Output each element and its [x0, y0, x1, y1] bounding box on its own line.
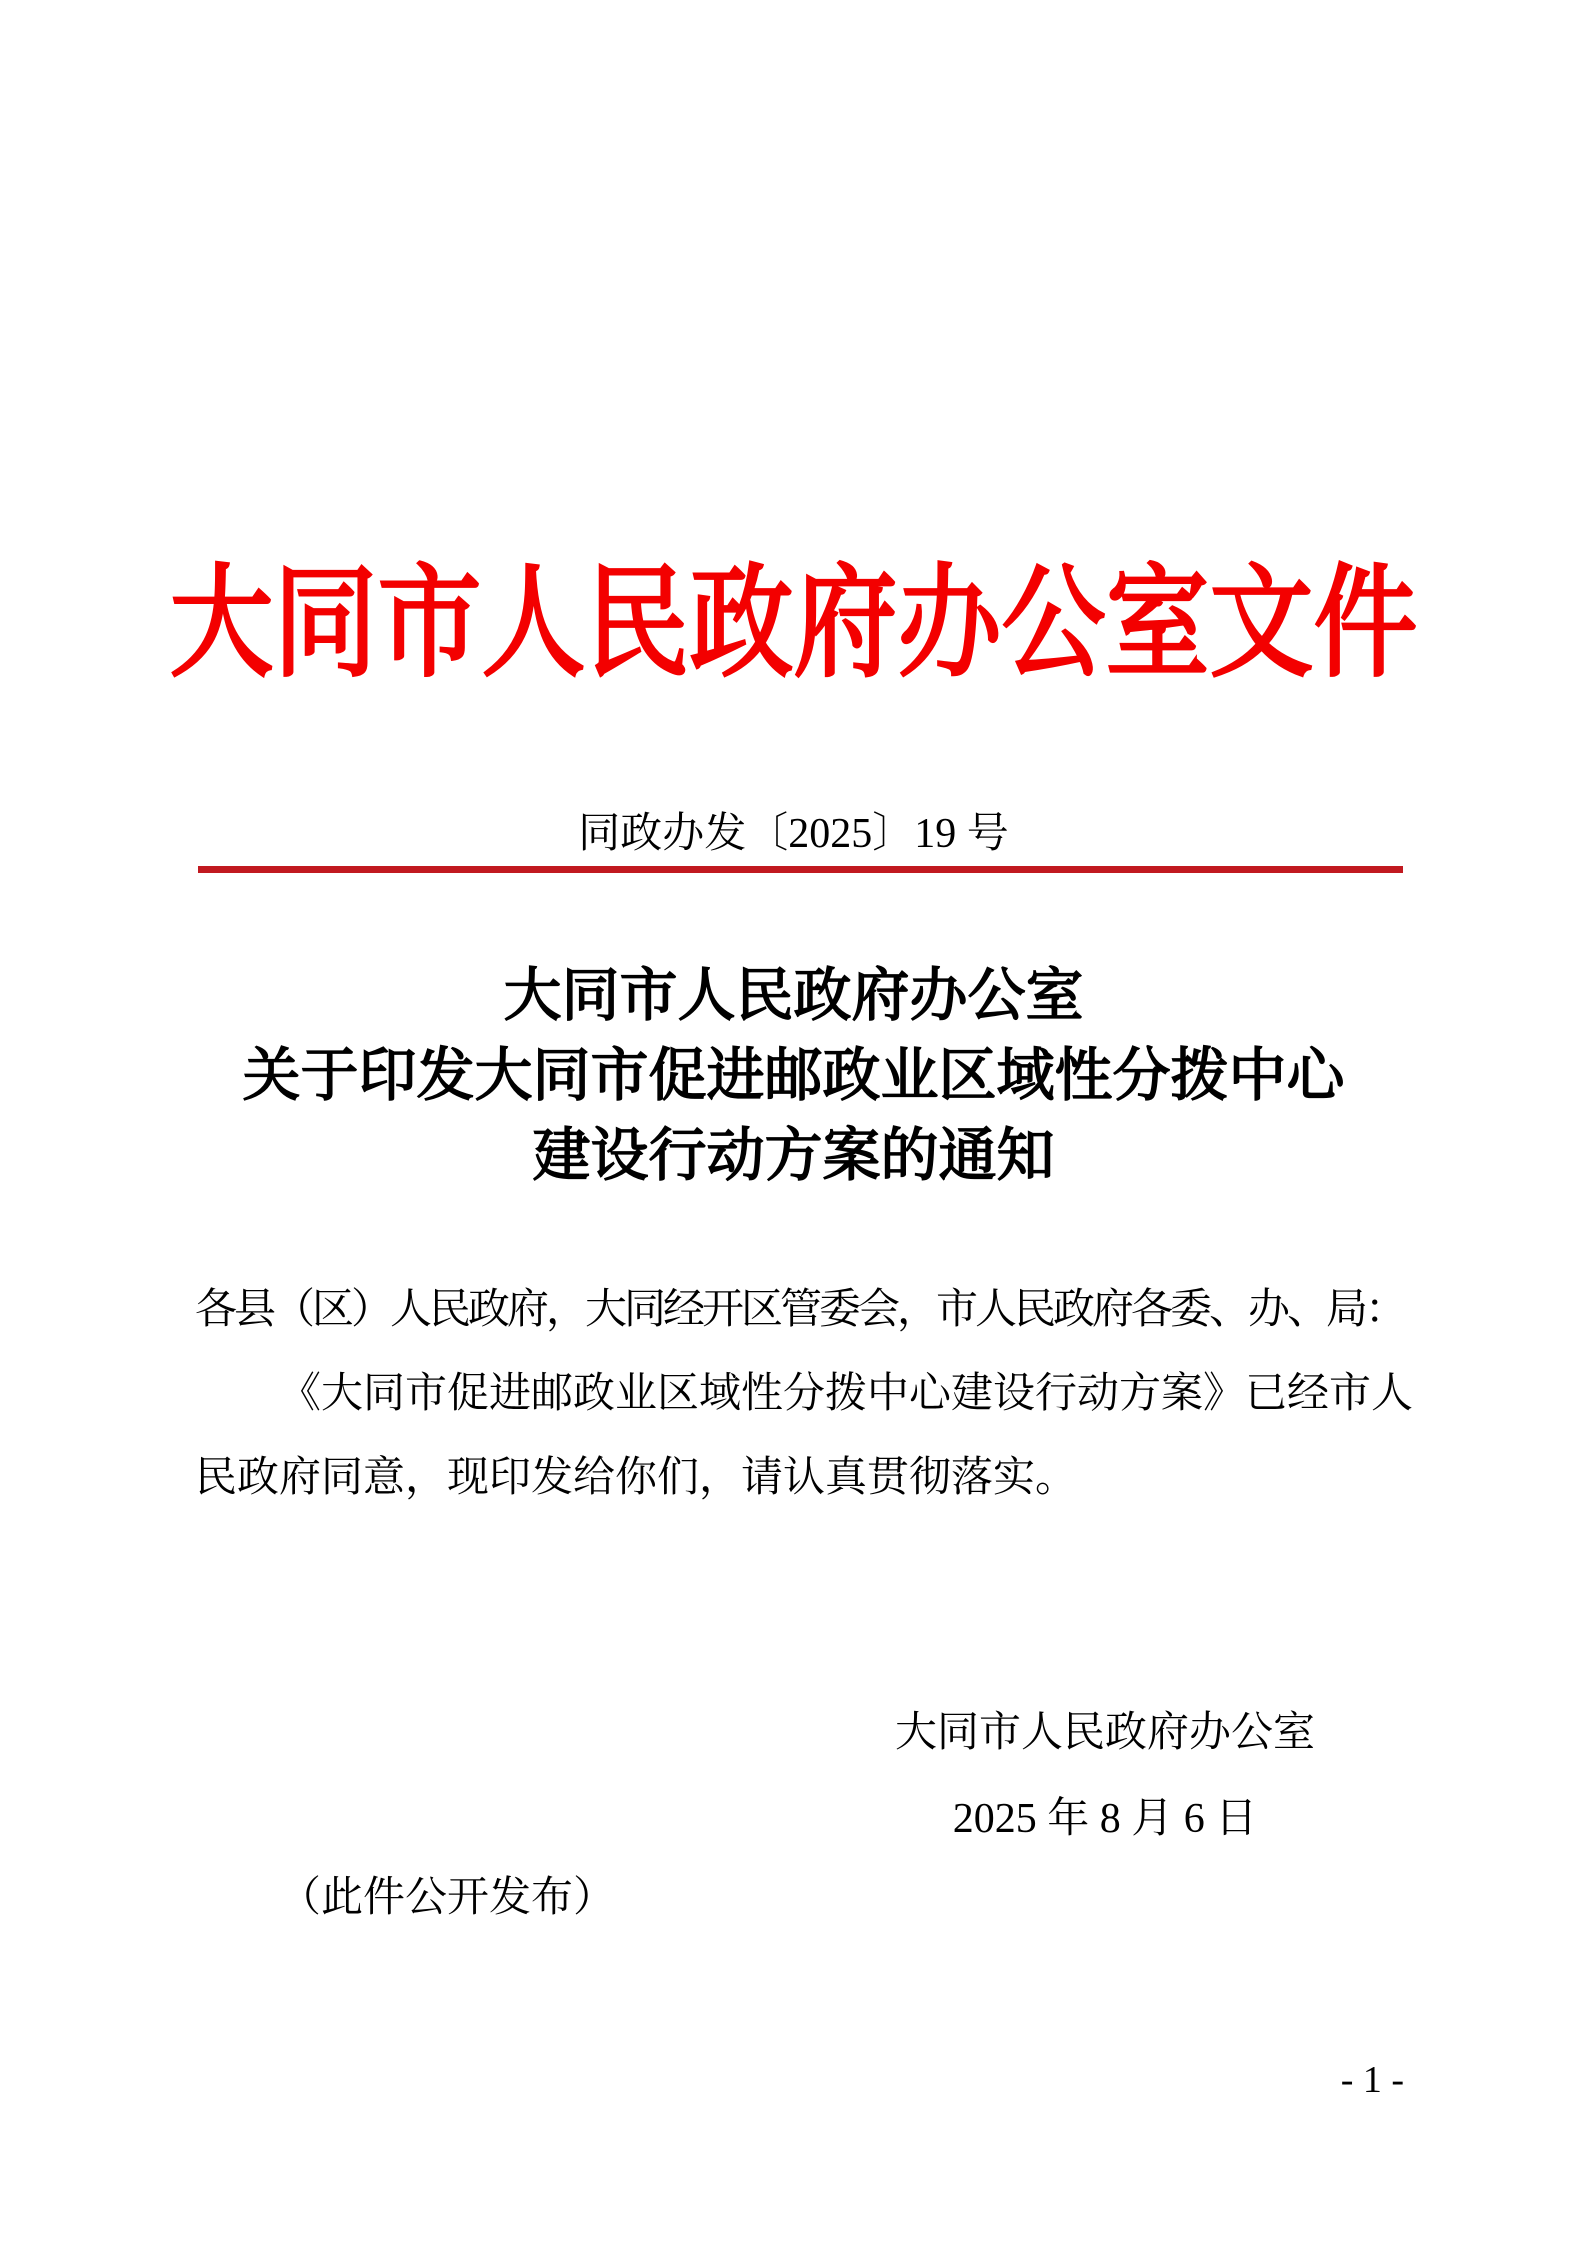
red-divider-line	[198, 866, 1403, 873]
body-paragraph: 《大同市促进邮政业区域性分拨中心建设行动方案》已经市人民政府同意，现印发给你们，请认真贯彻落实。	[195, 1371, 1414, 1501]
document-title-line-3: 建设行动方案的通知	[532, 1123, 1055, 1188]
document-title-line-2: 关于印发大同市促进邮政业区域性分拨中心	[242, 1043, 1345, 1108]
page-number: - 1 -	[1340, 2059, 1404, 2101]
document-title	[0, 956, 1587, 1196]
salutation: 各县（区）人民政府，大同经开区管委会，市人民政府各委、办、局：	[195, 1287, 1405, 1333]
closing-block	[895, 1690, 1315, 1862]
document-title-line-1: 大同市人民政府办公室	[503, 963, 1084, 1028]
document-body	[195, 1268, 1413, 1520]
issuing-office-signature: 大同市人民政府办公室	[894, 1710, 1315, 1756]
document-number: 同政办发〔2025〕19 号	[578, 811, 1009, 857]
issue-date: 2025 年 8 月 6 日	[952, 1796, 1258, 1842]
letterhead-title: 大同市人民政府办公室文件	[169, 557, 1418, 693]
public-release-note: （此件公开发布）	[279, 1875, 616, 1921]
